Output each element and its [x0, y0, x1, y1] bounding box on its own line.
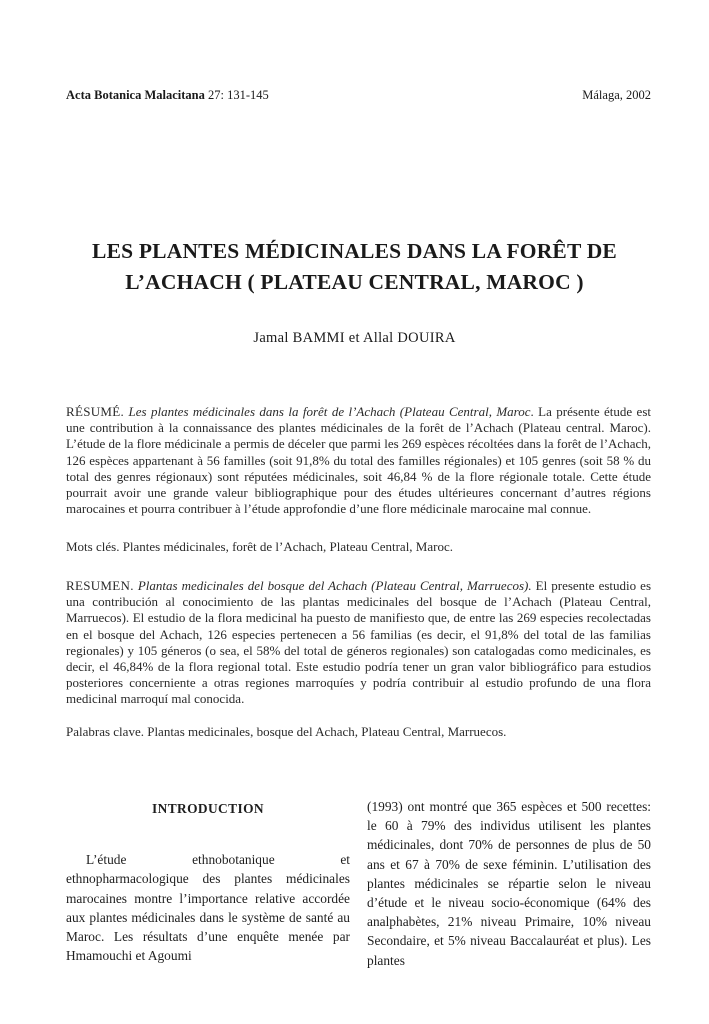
right-column [367, 797, 651, 970]
place-year: Málaga, 2002 [582, 88, 651, 102]
resume-label: RÉSUMÉ. [66, 404, 125, 419]
introduction-heading: INTRODUCTION [152, 801, 264, 816]
authors: Jamal BAMMI et Allal DOUIRA [253, 330, 456, 346]
paper-title [40, 236, 669, 298]
title-line-1: LES PLANTES MÉDICINALES DANS LA FORÊT DE [92, 239, 617, 263]
journal-name: Acta Botanica Malacitana [66, 88, 205, 102]
mots-cles: Mots clés. Plantes médicinales, forêt de l’Achach, Plateau Central, Maroc. [66, 539, 453, 554]
introduction-right-text: (1993) ont montré que 365 espèces et 500 recettes: le 60 à 79% des individus utilisent les plantes médicinales, dont 70% de personnes de plus de 50 ans et 67 à 70% de sexe féminin. L’utilisation des plantes médicinales se répartie selon le niveau d’étude et le niveau socio-économique (64% des analphabètes, 21% niveau Primaire, 10% niveau Secondaire, et 5% niveau Baccalauréat et plus). Les plantes [367, 799, 651, 968]
running-header [66, 88, 651, 103]
resumen-body: El presente estudio es una contribución al conocimiento de las plantas medicinales del bosque de l’Achach (Plateau Central, Marruecos). El estudio de la flora medicinal ha puesto de manifiesto que, de entre las 269 especies recolectadas en el bosque del Achach, 126 especies pertenecen a 56 familias (es decir, el 91,8% del total de las familias regionales) y 105 géneros (o sea, el 58% del total de géneros regionales) son catalogadas como medicinales, es decir, el 46,84% de la flora regional total. Este estudio podría tener un gran valor bibliográfico para estudios posteriores concerniente a otras regiones marroquíes y podría contribuir al estudio profundo de una flora medicinal marroquí mal conocida. [66, 578, 652, 707]
introduction-left-text: L’étude ethnobotanique et ethnopharmacologique des plantes médicinales marocaines montre l’importance relative accordée aux plantes médicinales dans le système de santé au Maroc. Les résultats d’une enquête menée par Hmamouchi et Agoumi [66, 852, 350, 964]
resume-abstract [66, 404, 651, 517]
resumen-label: RESUMEN. [66, 578, 134, 593]
resume-body: . La présente étude est une contribution à la connaissance des plantes médicinales de la forêt de l’Achach (Plateau central. Maroc). L’étude de la flore médicinale a permis de déceler que parmi les 269 espèces récoltées dans la forêt de l’Achach, 126 espèces appartenant à 56 familles (soit 91,8% du total des familles régionales) et 105 genres (soit 58 % du total des genres régionaux) sont réputées médicinales, soit 46,84 % de la flore régionale totale. Cette étude pourrait avoir une grande valeur bibliographique pour des études ultérieures concernant d’autres régions marocaines et pourra contribuer à l’étude approfondie d’une flore médicinale marocaine mal connue. [66, 404, 651, 517]
title-line-2: L’ACHACH ( PLATEAU CENTRAL, MAROC ) [125, 270, 584, 294]
resume-title: Les plantes médicinales dans la forêt de l’Achach (Plateau Central, Maroc [128, 404, 531, 419]
journal-volume: 27: 131-145 [208, 88, 269, 102]
resumen-abstract [66, 578, 651, 708]
left-column [66, 797, 350, 965]
palabras-clave: Palabras clave. Plantas medicinales, bosque del Achach, Plateau Central, Marruecos. [66, 724, 507, 739]
resumen-title: Plantas medicinales del bosque del Achach (Plateau Central, Marruecos). [137, 578, 532, 593]
